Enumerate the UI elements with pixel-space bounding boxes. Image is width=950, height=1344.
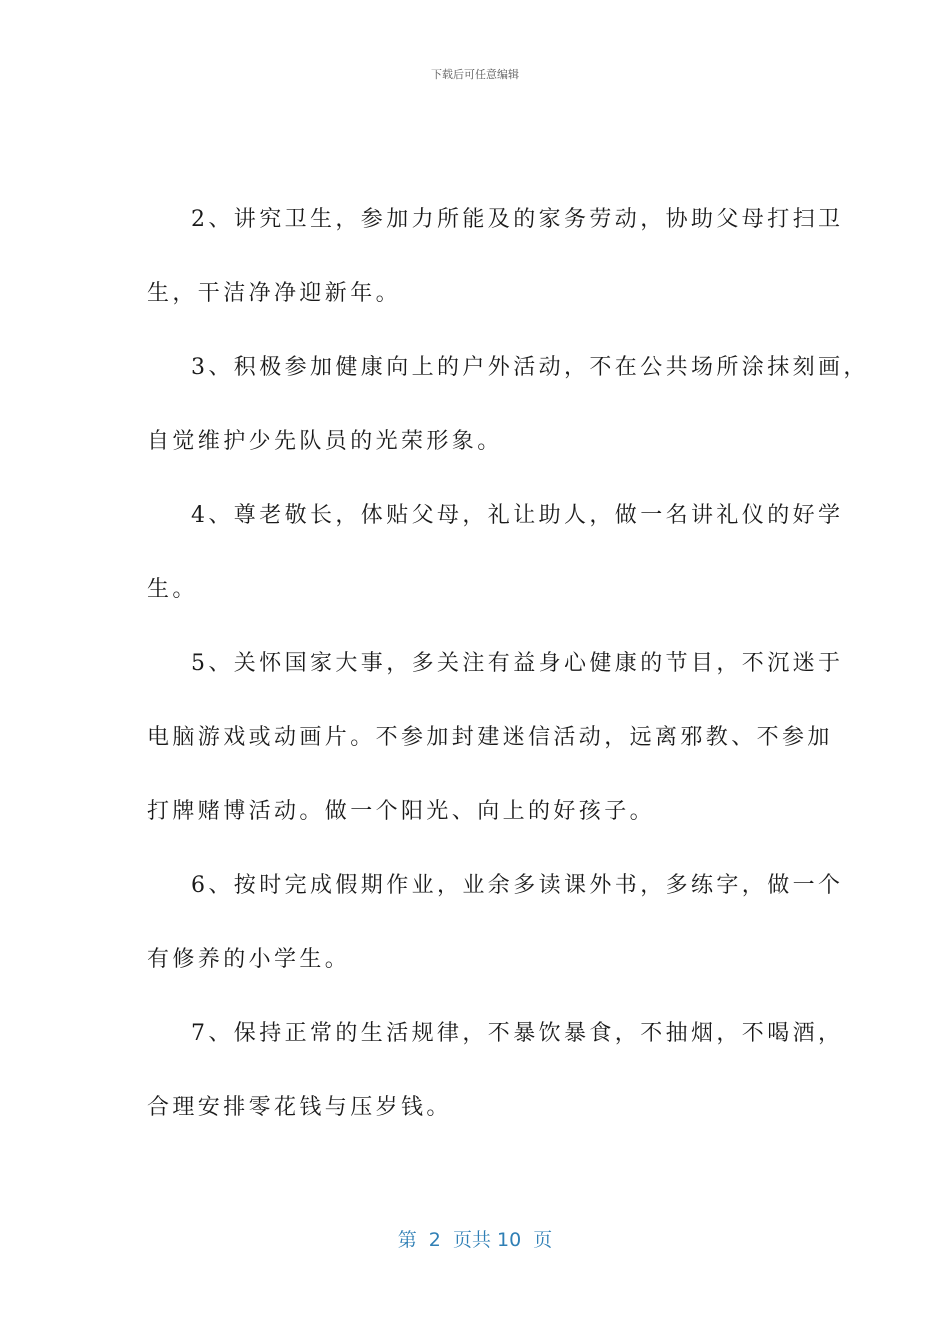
paragraph-line: 有修养的小学生。 <box>147 947 351 972</box>
paragraph-4 <box>147 491 844 639</box>
paragraph-6 <box>147 861 844 1009</box>
paragraph-line: 合理安排零花钱与压岁钱。 <box>147 1095 452 1120</box>
paragraph-line: 2、讲究卫生，参加力所能及的家务劳动，协助父母打扫卫 <box>191 207 844 232</box>
paragraph-line: 7、保持正常的生活规律，不暴饮暴食，不抽烟，不喝酒， <box>191 1021 844 1046</box>
paragraph-line: 自觉维护少先队员的光荣形象。 <box>147 429 503 454</box>
paragraph-line: 生，干洁净净迎新年。 <box>147 281 402 306</box>
page-number-footer: 第 2 页共 10 页 <box>397 1229 553 1251</box>
paragraph-7 <box>147 1009 844 1157</box>
paragraph-line: 电脑游戏或动画片。不参加封建迷信活动，远离邪教、不参加 <box>147 725 833 750</box>
paragraph-line: 打牌赌博活动。做一个阳光、向上的好孩子。 <box>147 799 656 824</box>
paragraph-5 <box>147 639 844 861</box>
paragraph-line: 3、积极参加健康向上的户外活动，不在公共场所涂抹刻画， <box>191 355 869 380</box>
document-body <box>147 195 869 1157</box>
paragraph-line: 生。 <box>147 577 198 602</box>
paragraph-3 <box>147 343 869 491</box>
paragraph-line: 5、关怀国家大事，多关注有益身心健康的节目，不沉迷于 <box>191 651 844 676</box>
header-note: 下载后可任意编辑 <box>431 68 519 81</box>
paragraph-line: 6、按时完成假期作业，业余多读课外书，多练字，做一个 <box>191 873 844 898</box>
paragraph-line: 4、尊老敬长，体贴父母，礼让助人，做一名讲礼仪的好学 <box>191 503 844 528</box>
paragraph-2 <box>147 195 844 343</box>
